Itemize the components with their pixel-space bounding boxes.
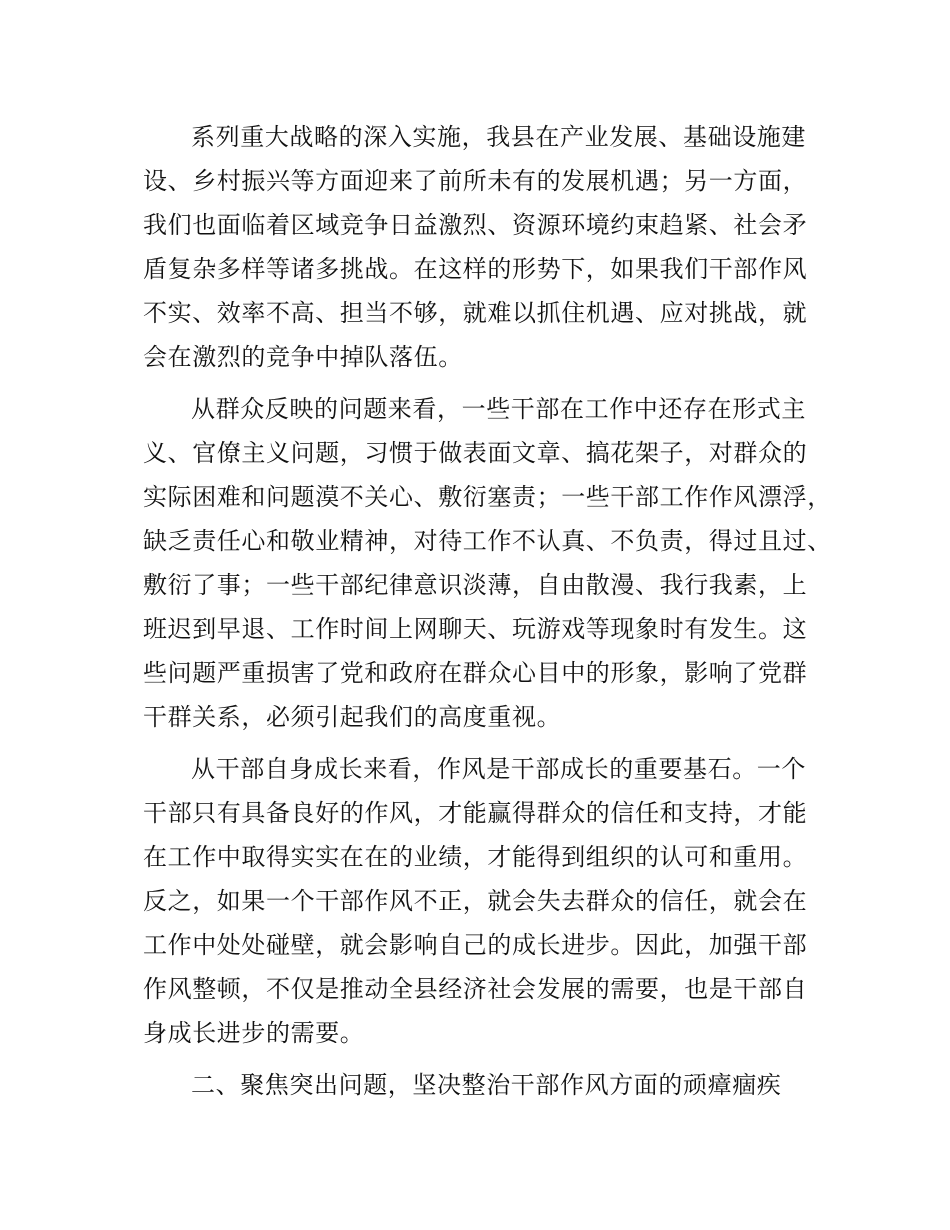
paragraph-2-line-4: 缺乏责任心和敬业精神，对待工作不认真、不负责，得过且过、 [143, 527, 832, 555]
paragraph-3-line-2: 干部只有具备良好的作风，才能赢得群众的信任和支持，才能 [143, 799, 808, 827]
paragraph-1-line-1: 系列重大战略的深入实施，我县在产业发展、基础设施建 [191, 123, 806, 151]
paragraph-1-line-3: 我们也面临着区域竞争日益激烈、资源环境约束趋紧、社会矛 [143, 211, 808, 239]
paragraph-2-line-5: 敷衍了事；一些干部纪律意识淡薄，自由散漫、我行我素，上 [143, 571, 808, 599]
paragraph-2-line-3: 实际困难和问题漠不关心、敷衍塞责；一些干部工作作风漂浮， [143, 483, 832, 511]
paragraph-3-line-7: 身成长进步的需要。 [143, 1019, 365, 1047]
section-heading: 二、聚焦突出问题，坚决整治干部作风方面的顽瘴痼疾 [191, 1071, 782, 1099]
paragraph-1-line-5: 不实、效率不高、担当不够，就难以抓住机遇、应对挑战，就 [143, 299, 808, 327]
paragraph-2-line-2: 义、官僚主义问题，习惯于做表面文章、搞花架子，对群众的 [143, 439, 808, 467]
paragraph-2-line-8: 干群关系，必须引起我们的高度重视。 [143, 703, 562, 731]
paragraph-3-line-1: 从干部自身成长来看，作风是干部成长的重要基石。一个 [191, 755, 806, 783]
paragraph-1-line-6: 会在激烈的竞争中掉队落伍。 [143, 343, 463, 371]
paragraph-3-line-6: 作风整顿，不仅是推动全县经济社会发展的需要，也是干部自 [143, 975, 808, 1003]
paragraph-3-line-3: 在工作中取得实实在在的业绩，才能得到组织的认可和重用。 [143, 843, 808, 871]
paragraph-3-line-4: 反之，如果一个干部作风不正，就会失去群众的信任，就会在 [143, 887, 808, 915]
paragraph-2-line-7: 些问题严重损害了党和政府在群众心目中的形象，影响了党群 [143, 659, 808, 687]
paragraph-1-line-2: 设、乡村振兴等方面迎来了前所未有的发展机遇；另一方面， [143, 167, 808, 195]
paragraph-1-line-4: 盾复杂多样等诸多挑战。在这样的形势下，如果我们干部作风 [143, 255, 808, 283]
paragraph-3-line-5: 工作中处处碰壁，就会影响自己的成长进步。因此，加强干部 [143, 931, 808, 959]
paragraph-2-line-1: 从群众反映的问题来看，一些干部在工作中还存在形式主 [191, 395, 806, 423]
paragraph-2-line-6: 班迟到早退、工作时间上网聊天、玩游戏等现象时有发生。这 [143, 615, 808, 643]
